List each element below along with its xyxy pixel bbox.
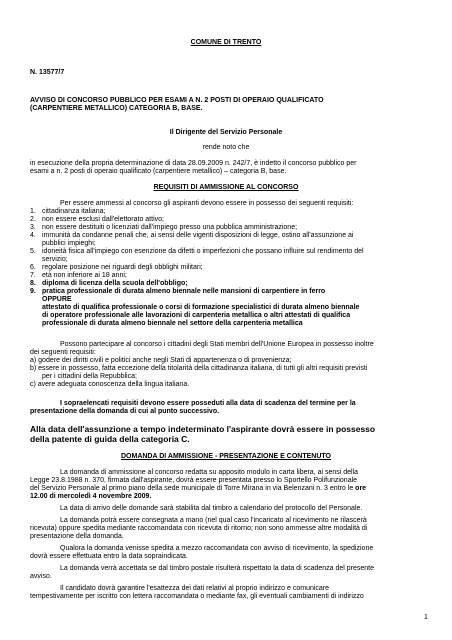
protocol-number: N. 13577/7 [30,69,65,76]
avviso-title-line2: (CARPENTIERE METALLICO) CATEGORIA B, BASE. [30,105,203,112]
requirement-item: 5. idoneità fisica all'impiego con esenzione da difetti o imperfezioni che possano influire sul rendimento del [30,248,364,255]
oppure-label: OPPURE [42,296,72,303]
requirement-item: 4. immunità da condanne penali che, ai sensi delle vigenti disposizioni di legge, ostino all'assunzione ai [30,232,354,239]
domanda-p6-line1: Il candidato dovrà garantire l'esattezza dei dati relativi al proprio indirizzo e comunicare [60,585,330,592]
dirigente-heading: Il Dirigente del Servizio Personale [169,129,283,136]
domanda-p1-line3: del Servizio Personale al primo piano della sede municipale di Torre Mirana in via Belenzani n. 3 entro le ore [30,485,367,492]
rende-noto: rende noto che [202,144,250,151]
intro-line2: esami a n. 2 posti di operaio qualificato (carpentiere metallico) – categoria B, base. [30,168,287,175]
domanda-p5-line1: La domanda verrà accettata se dal timbro postale risulterà rispettato la data di scadenza del presente [60,565,375,572]
requirement-item: 7. età non inferiore ai 18 anni; [30,272,127,279]
patente-line2: della patente di guida della categoria C. [30,434,190,444]
domanda-p1-line2: Legge 23.8.1988 n. 370, firmata dall'aspirante, dovrà essere presentata presso lo Sportello Polifunzionale [30,477,358,484]
domanda-p5-line2: avviso. [30,573,52,580]
domanda-p3-line3: presentazione della domanda. [30,533,124,540]
scadenza-line1: I sopraelencati requisiti devono essere posseduti alla data di scadenza del termine per la [60,400,356,407]
attestato-line3: professionale di durata almeno biennale nel settore della carpenteria metallica [42,320,303,327]
domanda-p1-line1: La domanda di ammissione al concorso redatta su apposito modulo in carta libera, ai sensi della [60,469,359,476]
scadenza-line2: presentazione della domanda di cui al punto successivo. [30,408,220,415]
ue-item-b: b) essere in possesso, fatta eccezione della titolarità della cittadinanza italiana, di tutti gli altri requisiti previsti [30,365,368,372]
requirement-item: 1. cittadinanza italiana; [30,208,106,215]
domanda-p6-line2: tempestivamente per iscritto con lettera raccomandata o mediante fax, gli eventuali cambiamenti di indirizzo [30,593,364,600]
requirement-item-cont: servizio; [42,256,68,263]
requisiti-heading: REQUISITI DI AMMISSIONE AL CONCORSO [153,184,299,191]
attestato-line1: attestato di qualifica professionale o corsi di formazione specialistici di durata almeno biennale [42,304,360,311]
patente-line1: Alla data dell'assunzione a tempo indeterminato l'aspirante dovrà essere in possesso [30,424,376,434]
requirement-item: 3. non essere destituiti o licenziati dall'impiego presso una pubblica amministrazione; [30,224,298,231]
domanda-p4-line2: dovrà essere effettuata entro la data sopraindicata. [30,553,188,560]
ue-line1: Possono partecipare al concorso i cittadini degli Stati membri dell'Unione Europea in possesso inoltre [60,341,374,348]
domanda-p3-line2: ricevuta) oppure spedita mediante raccomandata con ricevuta di ritorno; non sono ammesse altre modalità di [30,525,368,532]
ue-item-c: c) avere adeguata conoscenza della lingua italiana. [30,381,190,388]
requisiti-lead: Per essere ammessi al concorso gli aspiranti devono essere in possesso dei seguenti requisiti: [60,200,354,207]
ue-line2: dei seguenti requisiti: [30,349,96,356]
municipality-title: COMUNE DI TRENTO [190,39,262,46]
requirement-item-cont: pubblici impieghi; [42,240,96,247]
avviso-title-line1: AVVISO DI CONCORSO PUBBLICO PER ESAMI A N. 2 POSTI DI OPERAIO QUALIFICATO [30,97,324,104]
domanda-deadline: 12.00 di mercoledì 4 novembre 2009. [30,493,152,500]
domanda-p2: La data di arrivo delle domande sarà stabilita dal timbro a calendario del protocollo del Personale. [60,505,363,512]
attestato-line2: di operatore professionale alle lavorazioni di carpenteria metallica o altri attestati di qualifica [42,312,351,319]
domanda-p3-line1: La domanda potrà essere consegnata a mano (nel qual caso l'incaricato al ricevimento ne rilascerà [60,517,367,524]
requirement-item: 9. pratica professionale di durata almeno biennale nelle mansioni di carpentiere in ferro [30,288,326,295]
requirement-item: 6. regolare posizione nei riguardi degli obblighi militari; [30,264,203,271]
ue-item-a: a) godere dei diritti civili e politici anche negli Stati di appartenenza o di provenienza; [30,357,292,364]
intro-line1: in esecuzione della propria determinazione di data 28.09.2009 n. 242/7, è indetto il concorso pubblico per [30,160,357,167]
page-number: 1 [424,614,428,621]
requirement-item: 2. non essere esclusi dall'elettorato attivo; [30,216,164,223]
ue-item-b-cont: per i cittadini della Repubblica; [42,373,137,380]
requirement-item: 8. diploma di licenza della scuola dell'obbligo; [30,280,188,287]
domanda-heading: DOMANDA DI AMMISSIONE - PRESENTAZIONE E CONTENUTO [120,453,331,460]
domanda-p4-line1: Qualora la domanda venisse spedita a mezzo raccomandata con avviso di ricevimento, la spedizione [60,545,374,552]
